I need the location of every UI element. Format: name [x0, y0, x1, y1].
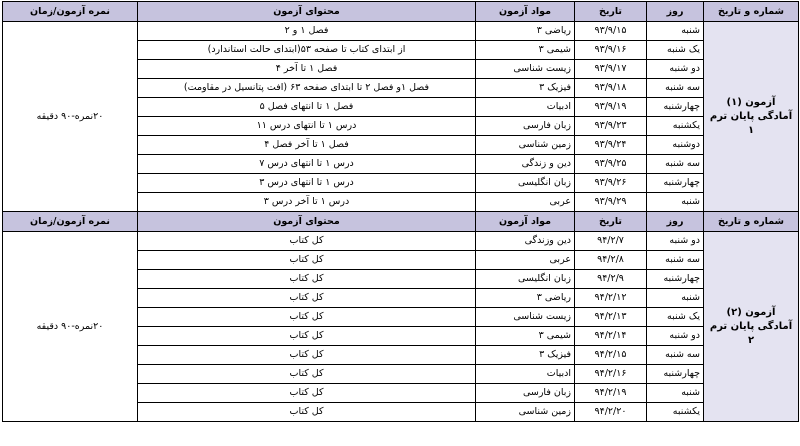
content-cell: درس ۱ تا انتهای درس ۷	[138, 155, 476, 174]
header-row	[3, 2, 799, 22]
day-cell: چهارشنبه	[647, 365, 704, 384]
header-score: نمره آزمون/زمان	[3, 212, 138, 232]
header-date: تاریخ	[575, 2, 647, 22]
header-subject: مواد آزمون	[476, 212, 575, 232]
subject-cell: زیست شناسی	[476, 308, 575, 327]
day-cell: دو شنبه	[647, 232, 704, 251]
subject-cell: ریاضی ۳	[476, 22, 575, 41]
header-row	[3, 212, 799, 232]
subject-cell: فیزیک ۳	[476, 346, 575, 365]
day-cell: شنبه	[647, 384, 704, 403]
date-cell: ۹۴/۲/۱۵	[575, 346, 647, 365]
date-cell: ۹۳/۹/۲۹	[575, 193, 647, 212]
content-cell: کل کتاب	[138, 346, 476, 365]
day-cell: شنبه	[647, 289, 704, 308]
subject-cell: زیست شناسی	[476, 60, 575, 79]
subject-cell: زبان انگلیسی	[476, 174, 575, 193]
header-group: شماره و تاریخ	[704, 2, 799, 22]
content-cell: کل کتاب	[138, 251, 476, 270]
content-cell: کل کتاب	[138, 384, 476, 403]
exam-group-cell	[704, 22, 799, 212]
header-content: محتوای آزمون	[138, 2, 476, 22]
date-cell: ۹۳/۹/۲۳	[575, 117, 647, 136]
subject-cell: زبان فارسی	[476, 384, 575, 403]
subject-cell: دین و زندگی	[476, 155, 575, 174]
content-cell: درس ۱ تا آخر درس ۳	[138, 193, 476, 212]
content-cell: کل کتاب	[138, 365, 476, 384]
day-cell: دو شنبه	[647, 60, 704, 79]
day-cell: سه شنبه	[647, 251, 704, 270]
subject-cell: ادبیات	[476, 98, 575, 117]
date-cell: ۹۳/۹/۲۴	[575, 136, 647, 155]
exam-group-cell	[704, 232, 799, 422]
exam-schedule	[2, 1, 798, 442]
day-cell: شنبه	[647, 193, 704, 212]
header-content: محتوای آزمون	[138, 212, 476, 232]
content-cell: کل کتاب	[138, 270, 476, 289]
date-cell: ۹۳/۹/۱۵	[575, 22, 647, 41]
date-cell: ۹۴/۲/۷	[575, 232, 647, 251]
date-cell: ۹۴/۲/۱۳	[575, 308, 647, 327]
score-cell: ۲۰نمره-۹۰ دقیقه	[3, 232, 138, 422]
header-day: روز	[647, 2, 704, 22]
content-cell: کل کتاب	[138, 327, 476, 346]
date-cell: ۹۳/۹/۱۷	[575, 60, 647, 79]
exam-title: آزمون (۲)	[726, 306, 776, 318]
day-cell: سه شنبه	[647, 346, 704, 365]
exam-title: آزمون (۱)	[726, 96, 776, 108]
subject-cell: زبان انگلیسی	[476, 270, 575, 289]
day-cell: دوشنبه	[647, 136, 704, 155]
subject-cell: زبان فارسی	[476, 117, 575, 136]
header-score: نمره آزمون/زمان	[3, 2, 138, 22]
day-cell: چهارشنبه	[647, 270, 704, 289]
day-cell: یکشنبه	[647, 403, 704, 422]
day-cell: یک شنبه	[647, 308, 704, 327]
day-cell: چهارشنبه	[647, 98, 704, 117]
content-cell: فصل ۱ و ۲	[138, 22, 476, 41]
date-cell: ۹۴/۲/۸	[575, 251, 647, 270]
day-cell: یکشنبه	[647, 117, 704, 136]
header-subject: مواد آزمون	[476, 2, 575, 22]
content-cell: کل کتاب	[138, 232, 476, 251]
content-cell: کل کتاب	[138, 403, 476, 422]
score-cell: ۲۰نمره-۹۰ دقیقه	[3, 22, 138, 212]
date-cell: ۹۴/۲/۹	[575, 270, 647, 289]
subject-cell: ادبیات	[476, 365, 575, 384]
date-cell: ۹۴/۲/۱۴	[575, 327, 647, 346]
subject-cell: عربی	[476, 251, 575, 270]
date-cell: ۹۴/۲/۱۶	[575, 365, 647, 384]
date-cell: ۹۳/۹/۱۶	[575, 41, 647, 60]
date-cell: ۹۴/۲/۱۲	[575, 289, 647, 308]
date-cell: ۹۳/۹/۱۸	[575, 79, 647, 98]
subject-cell: فیزیک ۳	[476, 79, 575, 98]
content-cell: درس ۱ تا انتهای درس ۳	[138, 174, 476, 193]
date-cell: ۹۳/۹/۲۵	[575, 155, 647, 174]
subject-cell: زمین شناسی	[476, 403, 575, 422]
table-row	[3, 22, 799, 41]
subject-cell: شیمی ۳	[476, 327, 575, 346]
header-group: شماره و تاریخ	[704, 212, 799, 232]
content-cell: فصل ۱ تا آخر فصل ۴	[138, 136, 476, 155]
content-cell: از ابتدای کتاب تا صفحه ۵۳(ابتدای حالت استاندارد)	[138, 41, 476, 60]
content-cell: فصل ۱ تا آخر ۴	[138, 60, 476, 79]
day-cell: سه شنبه	[647, 155, 704, 174]
subject-cell: زمین شناسی	[476, 136, 575, 155]
day-cell: یک شنبه	[647, 41, 704, 60]
day-cell: چهارشنبه	[647, 174, 704, 193]
date-cell: ۹۴/۲/۱۹	[575, 384, 647, 403]
schedule-body	[3, 2, 799, 422]
table-row	[3, 232, 799, 251]
subject-cell: شیمی ۳	[476, 41, 575, 60]
schedule-table	[2, 1, 799, 422]
subject-cell: عربی	[476, 193, 575, 212]
date-cell: ۹۳/۹/۱۹	[575, 98, 647, 117]
date-cell: ۹۳/۹/۲۶	[575, 174, 647, 193]
subject-cell: ریاضی ۳	[476, 289, 575, 308]
header-date: تاریخ	[575, 212, 647, 232]
content-cell: کل کتاب	[138, 289, 476, 308]
content-cell: درس ۱ تا انتهای درس ۱۱	[138, 117, 476, 136]
day-cell: سه شنبه	[647, 79, 704, 98]
exam-subtitle: آمادگی پایان ترم ۲	[709, 320, 793, 346]
content-cell: کل کتاب	[138, 308, 476, 327]
exam-subtitle: آمادگی پایان ترم ۱	[709, 110, 793, 136]
content-cell: فصل ۱و فصل ۲ تا ابتدای صفحه ۶۳ (افت پتانسیل در مقاومت)	[138, 79, 476, 98]
day-cell: شنبه	[647, 22, 704, 41]
day-cell: دو شنبه	[647, 327, 704, 346]
date-cell: ۹۴/۲/۲۰	[575, 403, 647, 422]
content-cell: فصل ۱ تا انتهای فصل ۵	[138, 98, 476, 117]
header-day: روز	[647, 212, 704, 232]
subject-cell: دین وزندگی	[476, 232, 575, 251]
